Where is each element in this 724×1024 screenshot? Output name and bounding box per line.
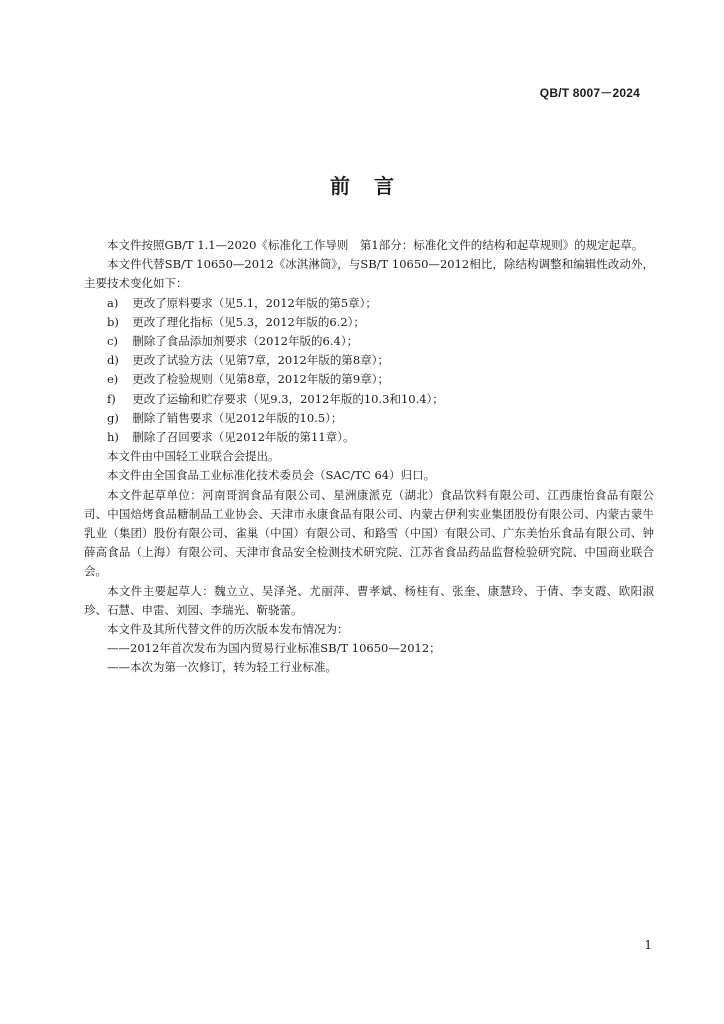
drafting-units-paragraph: 本文件起草单位：河南哥润食品有限公司、星洲康派克（湖北）食品饮料有限公司、江西康怡食品有限公司、中国焙烤食品糖制品工业协会、天津市永康食品有限公司、内蒙古伊利实业集团股份有限公司、内蒙古蒙牛乳业（集团）股份有限公司、雀巢（中国）有限公司、和路雪（中国）有限公司、广东美怡乐食品有限公司、钟薛高食品（上海）有限公司、天津市食品安全检测技术研究院、江苏省食品药品监督检验研究院、中国商业联合会。 [84, 487, 654, 579]
list-item-text: 更改了理化指标（见5.3，2012年版的6.2）； [132, 314, 365, 329]
list-item-text: 更改了运输和贮存要求（见9.3，2012年版的10.3和10.4）； [132, 391, 444, 406]
list-marker: g) [107, 410, 119, 425]
list-item-text: 更改了试验方法（见第7章，2012年版的第8章）； [132, 353, 389, 368]
replacement-paragraph: 本文件代替SB/T 10650—2012《冰淇淋筒》，与SB/T 10650—2012相比，除结构调整和编辑性改动外，主要技术变化如下： [84, 257, 654, 291]
history-item: ——本次为第一次修订，转为轻工行业标准。 [107, 660, 337, 675]
proposer-paragraph: 本文件由中国轻工业联合会提出。 [107, 449, 280, 464]
standard-code: QB/T 8007－2024 [539, 86, 640, 100]
list-item [84, 409, 654, 428]
list-item [84, 294, 654, 313]
list-item-text: 更改了检验规则（见第8章，2012年版的第9章）； [132, 372, 389, 387]
history-item: ——2012年首次发布为国内贸易行业标准SB/T 10650—2012； [107, 641, 441, 656]
history-intro-paragraph: 本文件及其所代替文件的历次版本发布情况为： [107, 622, 349, 637]
list-marker: h) [107, 430, 119, 445]
page-title: 前言 [330, 174, 418, 198]
list-item [84, 351, 654, 370]
list-marker: a) [107, 295, 119, 310]
list-item [84, 332, 654, 351]
list-item-text: 更改了原料要求（见5.1，2012年版的第5章）； [132, 295, 377, 310]
foreword-body [84, 236, 654, 678]
list-marker: d) [107, 353, 119, 368]
page-number: 1 [644, 938, 652, 952]
list-item-text: 删除了食品添加剂要求（2012年版的6.4）； [132, 334, 359, 349]
list-item [84, 390, 654, 409]
technical-changes-list [84, 294, 654, 448]
committee-paragraph: 本文件由全国食品工业标准化技术委员会（SAC/TC 64）归口。 [107, 468, 436, 483]
list-item-text: 删除了销售要求（见2012年版的10.5）； [132, 410, 343, 425]
list-marker: e) [107, 372, 119, 387]
list-marker: f) [107, 391, 116, 406]
drafters-paragraph: 本文件主要起草人：魏立立、吴泽尧、尤丽萍、曹孝斌、杨桂有、张奎、康慧玲、于倩、李支霞、欧阳淑珍、石慧、申雷、刘园、李瑞光、靳骁蕾。 [84, 583, 654, 617]
version-history-list [84, 639, 654, 677]
list-item [84, 313, 654, 332]
list-item-text: 删除了召回要求（见2012年版的第11章）。 [132, 430, 355, 445]
list-item [84, 370, 654, 389]
drafting-basis-paragraph: 本文件按照GB/T 1.1—2020《标准化工作导则 第1部分：标准化文件的结构和起草规则》的规定起草。 [107, 238, 644, 252]
list-marker: b) [107, 314, 119, 329]
list-item [84, 428, 654, 447]
list-marker: c) [107, 334, 118, 349]
